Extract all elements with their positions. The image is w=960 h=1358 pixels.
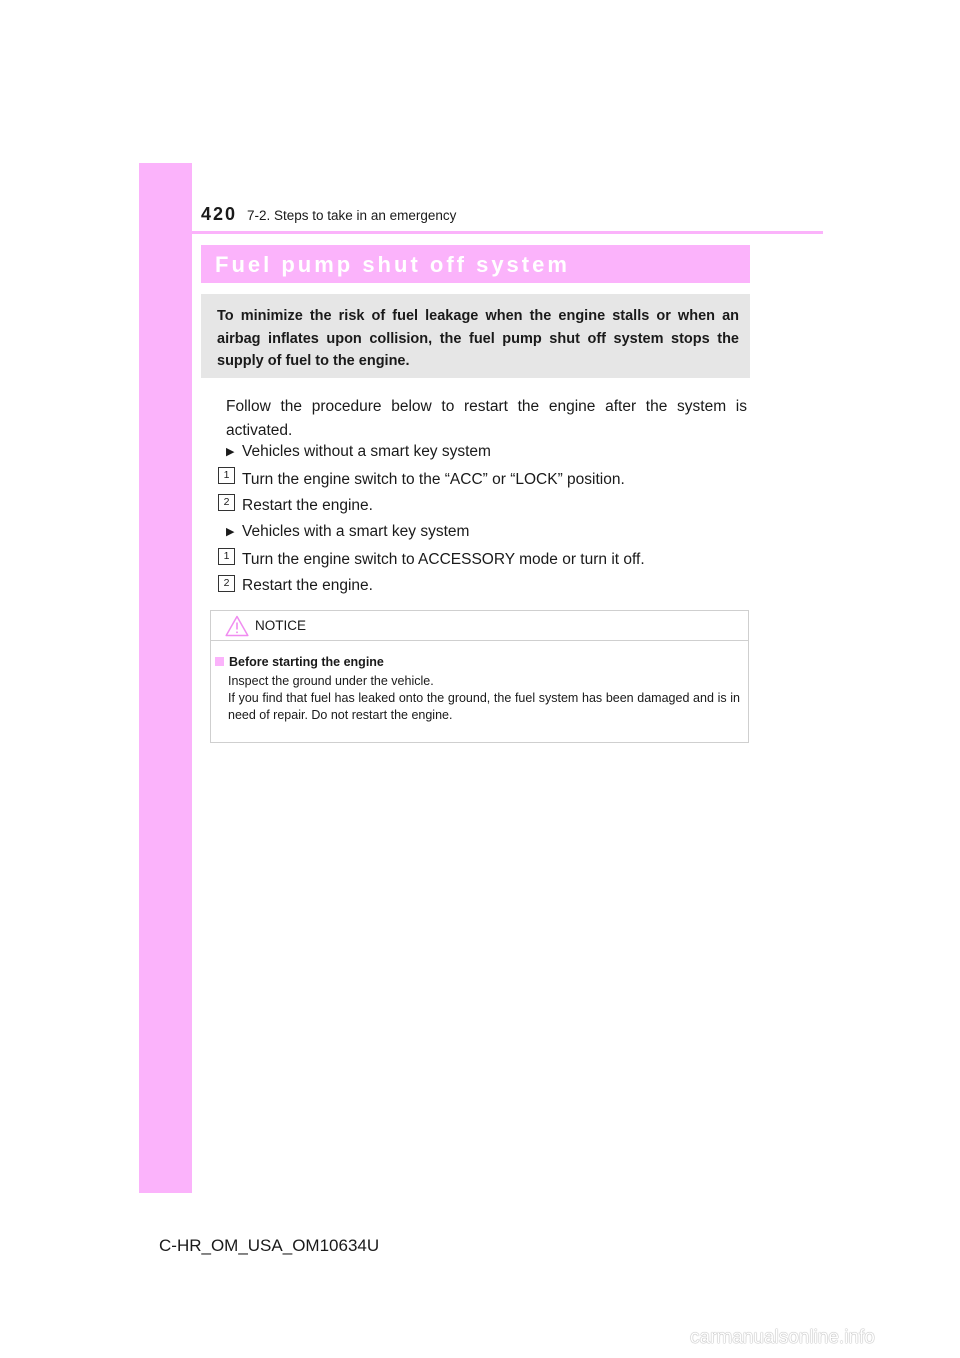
step-number-badge: 1 — [218, 548, 235, 565]
bullet-item — [226, 522, 469, 542]
notice-box — [210, 610, 749, 743]
notice-body — [228, 673, 740, 724]
notice-heading-text: Before starting the engine — [229, 655, 384, 669]
document-code: C-HR_OM_USA_OM10634U — [159, 1236, 380, 1255]
step-number-badge: 1 — [218, 467, 235, 484]
bullet-label: Vehicles without a smart key system — [242, 443, 491, 460]
notice-line: If you find that fuel has leaked onto the ground, the fuel system has been damaged and is in need of repair. Do not restart the engine. — [228, 691, 740, 722]
notice-label: NOTICE — [255, 618, 307, 633]
body-paragraph: Follow the procedure below to restart the engine after the system is activated. — [226, 398, 747, 439]
step-number-badge: 2 — [218, 575, 235, 592]
watermark: carmanualsonline.info — [690, 1327, 875, 1348]
bullet-item — [226, 442, 491, 462]
page-number: 420 — [201, 204, 238, 224]
step-number-badge: 2 — [218, 494, 235, 511]
notice-header — [211, 611, 748, 641]
bullet-label: Vehicles with a smart key system — [242, 523, 470, 540]
intro-box — [201, 294, 750, 378]
step-text: Restart the engine. — [242, 497, 373, 514]
step-text: Restart the engine. — [242, 577, 373, 594]
header-rule — [139, 231, 823, 234]
step-text: Turn the engine switch to the “ACC” or “LOCK” position. — [242, 471, 625, 488]
notice-heading — [215, 654, 384, 670]
side-tab-bar — [139, 163, 192, 1193]
section-title-bar — [201, 245, 750, 283]
notice-line: Inspect the ground under the vehicle. — [228, 674, 434, 688]
triangle-right-icon: ▶ — [226, 446, 235, 458]
square-bullet-icon — [215, 657, 224, 666]
section-title: Fuel pump shut off system — [215, 252, 570, 277]
triangle-right-icon: ▶ — [226, 526, 235, 538]
warning-triangle-icon — [225, 615, 249, 637]
section-path: 7-2. Steps to take in an emergency — [247, 208, 457, 223]
intro-text: To minimize the risk of fuel leakage when the engine stalls or when an airbag inflates upon collision, the fuel pump shut off system stops the supply of fuel to the engine. — [217, 308, 739, 369]
step-text: Turn the engine switch to ACCESSORY mode or turn it off. — [242, 551, 645, 568]
